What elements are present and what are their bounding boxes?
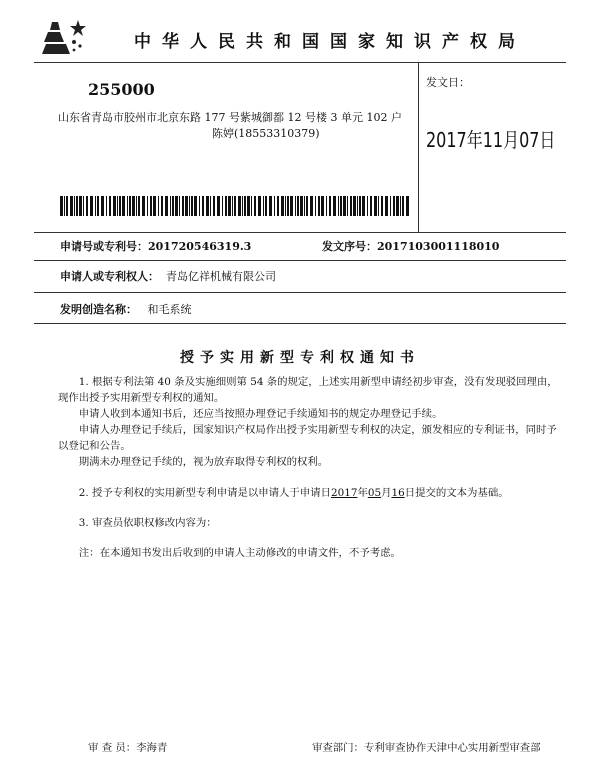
- filing-year: 2017: [331, 487, 358, 499]
- notice-paragraph: 注：在本通知书发出后收到的申请人主动修改的申请文件，不予考虑。: [78, 547, 401, 559]
- application-number-value: 201720546319.3: [148, 240, 252, 253]
- notice-paragraph: [58, 485, 558, 501]
- notice-paragraph: 申请人办理登记手续后，国家知识产权局作出授予实用新型专利权的决定，颁发相应的专利证书，同时予以登记和公告。: [58, 424, 557, 452]
- filing-day: 16: [391, 487, 405, 499]
- applicant-field: [60, 268, 276, 284]
- serial-number-value: 2017103001118010: [377, 240, 500, 253]
- department-footer: [312, 739, 541, 754]
- mailing-address: 山东省青岛市胶州市北京东路 177 号紫城御都 12 号楼 3 单元 102 户: [58, 111, 402, 124]
- header-vertical-divider: [418, 62, 419, 232]
- field-divider: [34, 323, 566, 324]
- notice-section-1: [58, 374, 558, 470]
- recipient: 陈婷(18553310379): [212, 127, 320, 140]
- examiner-name: 李海青: [136, 742, 168, 754]
- dispatch-date-label: 发文日：: [426, 76, 470, 89]
- notice-note: [58, 545, 558, 561]
- department-label: 审查部门：: [312, 742, 364, 754]
- cnipa-logo-icon: [40, 16, 88, 56]
- header-divider: [34, 62, 566, 63]
- notice-section-2: [58, 485, 558, 501]
- invention-title-label: 发明创造名称：: [60, 303, 137, 316]
- notice-paragraph: 期满未办理登记手续的，视为放弃取得专利权的权利。: [78, 456, 329, 468]
- notice-section-3: [58, 515, 558, 531]
- field-divider: [34, 232, 566, 233]
- invention-title-field: [60, 301, 192, 317]
- serial-number-field: [322, 238, 499, 254]
- para2-suffix: 日提交的文本为基础。: [404, 487, 509, 499]
- dispatch-date: 2017年11月07日: [426, 128, 556, 152]
- barcode-icon: [60, 196, 410, 216]
- filing-month: 05: [367, 487, 382, 499]
- notice-title: 授予实用新型专利权通知书: [180, 350, 420, 366]
- agency-name: 中华人民共和国国家知识产权局: [134, 32, 526, 52]
- application-number-field: [60, 238, 251, 254]
- examiner-label: 审 查 员：: [88, 742, 137, 754]
- notice-paragraph: 申请人收到本通知书后，还应当按照办理登记手续通知书的规定办理登记手续。: [78, 408, 443, 420]
- examiner-footer: [88, 739, 167, 754]
- serial-number-label: 发文序号：: [322, 240, 377, 253]
- department-name: 专利审查协作天津中心实用新型审查部: [363, 742, 541, 754]
- postcode: 255000: [88, 80, 155, 99]
- applicant-value: 青岛亿祥机械有限公司: [166, 270, 276, 283]
- para2-prefix: 2. 授予专利权的实用新型专利申请是以申请人于申请日: [78, 487, 331, 499]
- applicant-label: 申请人或专利权人：: [60, 270, 159, 283]
- notice-paragraph: 3. 审查员依职权修改内容为：: [78, 517, 217, 529]
- field-divider: [34, 292, 566, 293]
- year-suffix: 年: [357, 487, 368, 499]
- notice-paragraph: 1. 根据专利法第 40 条及实施细则第 54 条的规定，上述实用新型申请经初步审查，没有发现驳回理由，现作出授予实用新型专利权的通知。: [58, 376, 558, 404]
- invention-title-value: 和毛系统: [147, 303, 192, 316]
- application-number-label: 申请号或专利号：: [60, 240, 148, 253]
- field-divider: [34, 260, 566, 261]
- month-suffix: 月: [381, 487, 392, 499]
